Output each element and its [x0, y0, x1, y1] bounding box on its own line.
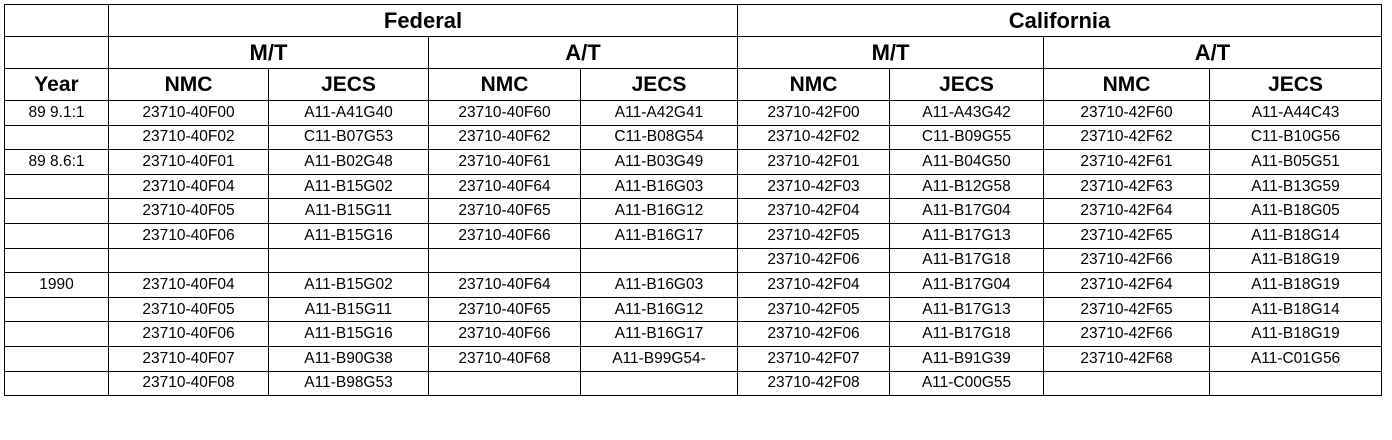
transmission-header-row: [5, 37, 1382, 69]
california-mt-jecs-cell: A11-C00G55: [890, 371, 1044, 396]
table-row: [5, 248, 1382, 273]
federal-mt-jecs-cell: A11-B15G11: [269, 199, 429, 224]
federal-at-nmc-header: NMC: [429, 69, 581, 101]
california-at-nmc-cell: 23710-42F66: [1044, 248, 1210, 273]
table-row: [5, 199, 1382, 224]
federal-at-nmc-cell: 23710-40F68: [429, 346, 581, 371]
california-at-nmc-cell: 23710-42F66: [1044, 322, 1210, 347]
federal-mt-nmc-cell: 23710-40F04: [109, 273, 269, 298]
california-at-nmc-cell: 23710-42F62: [1044, 125, 1210, 150]
corner-cell-2: [5, 37, 109, 69]
federal-mt-nmc-cell: 23710-40F02: [109, 125, 269, 150]
year-cell: [5, 322, 109, 347]
california-mt-jecs-cell: A11-A43G42: [890, 101, 1044, 126]
federal-mt-nmc-cell: 23710-40F06: [109, 223, 269, 248]
california-mt-jecs-cell: C11-B09G55: [890, 125, 1044, 150]
california-at-jecs-cell: A11-C01G56: [1210, 346, 1382, 371]
california-at-jecs-cell: A11-B18G14: [1210, 223, 1382, 248]
federal-at-nmc-cell: 23710-40F64: [429, 273, 581, 298]
california-at-nmc-cell: 23710-42F68: [1044, 346, 1210, 371]
california-mt-jecs-cell: A11-B12G58: [890, 174, 1044, 199]
california-at-jecs-cell: [1210, 371, 1382, 396]
federal-at-jecs-cell: [581, 371, 738, 396]
federal-at-jecs-cell: A11-B99G54-: [581, 346, 738, 371]
federal-mt-nmc-cell: 23710-40F06: [109, 322, 269, 347]
ecu-part-number-table: [4, 4, 1382, 396]
california-mt-jecs-cell: A11-B17G13: [890, 297, 1044, 322]
year-cell: 89 8.6:1: [5, 150, 109, 175]
california-mt-jecs-cell: A11-B91G39: [890, 346, 1044, 371]
california-mt-jecs-header: JECS: [890, 69, 1044, 101]
california-at-nmc-cell: 23710-42F63: [1044, 174, 1210, 199]
california-mt-nmc-cell: 23710-42F04: [738, 273, 890, 298]
california-mt-nmc-cell: 23710-42F05: [738, 223, 890, 248]
california-mt-jecs-cell: A11-B04G50: [890, 150, 1044, 175]
california-mt-nmc-cell: 23710-42F03: [738, 174, 890, 199]
federal-at-nmc-cell: 23710-40F66: [429, 322, 581, 347]
year-cell: [5, 346, 109, 371]
federal-mt-jecs-cell: A11-B15G16: [269, 223, 429, 248]
california-mt-jecs-cell: A11-B17G13: [890, 223, 1044, 248]
california-mt-jecs-cell: A11-B17G04: [890, 273, 1044, 298]
california-at-jecs-cell: A11-B13G59: [1210, 174, 1382, 199]
year-cell: [5, 199, 109, 224]
california-mt-jecs-cell: A11-B17G18: [890, 248, 1044, 273]
year-cell: [5, 174, 109, 199]
california-at-jecs-cell: A11-B18G05: [1210, 199, 1382, 224]
federal-at-header: A/T: [429, 37, 738, 69]
federal-mt-nmc-cell: 23710-40F04: [109, 174, 269, 199]
federal-mt-nmc-header: NMC: [109, 69, 269, 101]
california-header: California: [738, 5, 1382, 37]
table-row: [5, 273, 1382, 298]
federal-mt-jecs-cell: C11-B07G53: [269, 125, 429, 150]
federal-header: Federal: [109, 5, 738, 37]
federal-at-jecs-cell: A11-A42G41: [581, 101, 738, 126]
federal-at-jecs-cell: [581, 248, 738, 273]
california-at-jecs-cell: A11-B18G14: [1210, 297, 1382, 322]
table-row: [5, 322, 1382, 347]
table-row: [5, 346, 1382, 371]
federal-at-jecs-cell: A11-B03G49: [581, 150, 738, 175]
year-cell: [5, 125, 109, 150]
year-cell: 1990: [5, 273, 109, 298]
california-at-nmc-cell: 23710-42F64: [1044, 273, 1210, 298]
federal-at-jecs-cell: A11-B16G17: [581, 223, 738, 248]
california-mt-nmc-cell: 23710-42F08: [738, 371, 890, 396]
federal-mt-jecs-cell: A11-B02G48: [269, 150, 429, 175]
federal-at-nmc-cell: 23710-40F65: [429, 199, 581, 224]
table-row: [5, 371, 1382, 396]
federal-mt-jecs-cell: A11-B15G11: [269, 297, 429, 322]
california-at-nmc-cell: 23710-42F65: [1044, 223, 1210, 248]
california-mt-nmc-cell: 23710-42F07: [738, 346, 890, 371]
federal-mt-jecs-cell: A11-B15G02: [269, 273, 429, 298]
table-row: [5, 297, 1382, 322]
federal-at-nmc-cell: 23710-40F66: [429, 223, 581, 248]
california-mt-header: M/T: [738, 37, 1044, 69]
federal-at-nmc-cell: 23710-40F61: [429, 150, 581, 175]
california-at-jecs-cell: A11-B18G19: [1210, 273, 1382, 298]
year-cell: [5, 223, 109, 248]
california-at-nmc-cell: 23710-42F65: [1044, 297, 1210, 322]
federal-at-nmc-cell: [429, 371, 581, 396]
california-at-jecs-header: JECS: [1210, 69, 1382, 101]
california-at-jecs-cell: A11-B05G51: [1210, 150, 1382, 175]
federal-at-jecs-header: JECS: [581, 69, 738, 101]
federal-at-nmc-cell: [429, 248, 581, 273]
federal-at-nmc-cell: 23710-40F60: [429, 101, 581, 126]
california-at-nmc-cell: [1044, 371, 1210, 396]
year-cell: [5, 248, 109, 273]
federal-at-jecs-cell: A11-B16G12: [581, 297, 738, 322]
california-mt-jecs-cell: A11-B17G04: [890, 199, 1044, 224]
federal-at-jecs-cell: A11-B16G03: [581, 174, 738, 199]
california-mt-nmc-cell: 23710-42F00: [738, 101, 890, 126]
federal-mt-jecs-header: JECS: [269, 69, 429, 101]
california-at-jecs-cell: C11-B10G56: [1210, 125, 1382, 150]
federal-mt-jecs-cell: A11-B90G38: [269, 346, 429, 371]
federal-at-jecs-cell: A11-B16G03: [581, 273, 738, 298]
federal-at-nmc-cell: 23710-40F65: [429, 297, 581, 322]
region-header-row: [5, 5, 1382, 37]
federal-mt-header: M/T: [109, 37, 429, 69]
california-at-nmc-header: NMC: [1044, 69, 1210, 101]
federal-at-jecs-cell: C11-B08G54: [581, 125, 738, 150]
federal-mt-nmc-cell: 23710-40F05: [109, 199, 269, 224]
table-row: [5, 150, 1382, 175]
california-mt-nmc-cell: 23710-42F06: [738, 248, 890, 273]
federal-at-jecs-cell: A11-B16G12: [581, 199, 738, 224]
year-header: Year: [5, 69, 109, 101]
california-at-nmc-cell: 23710-42F61: [1044, 150, 1210, 175]
california-at-header: A/T: [1044, 37, 1382, 69]
california-mt-jecs-cell: A11-B17G18: [890, 322, 1044, 347]
california-at-nmc-cell: 23710-42F64: [1044, 199, 1210, 224]
federal-at-jecs-cell: A11-B16G17: [581, 322, 738, 347]
federal-mt-nmc-cell: 23710-40F08: [109, 371, 269, 396]
data-rows: [5, 101, 1382, 396]
corner-cell: [5, 5, 109, 37]
year-cell: [5, 297, 109, 322]
federal-at-nmc-cell: 23710-40F62: [429, 125, 581, 150]
federal-mt-nmc-cell: 23710-40F05: [109, 297, 269, 322]
federal-mt-nmc-cell: 23710-40F07: [109, 346, 269, 371]
year-cell: 89 9.1:1: [5, 101, 109, 126]
table-row: [5, 101, 1382, 126]
california-mt-nmc-cell: 23710-42F04: [738, 199, 890, 224]
federal-mt-jecs-cell: A11-B15G16: [269, 322, 429, 347]
column-header-row: [5, 69, 1382, 101]
federal-mt-nmc-cell: [109, 248, 269, 273]
year-cell: [5, 371, 109, 396]
federal-mt-jecs-cell: A11-A41G40: [269, 101, 429, 126]
table-row: [5, 125, 1382, 150]
california-mt-nmc-cell: 23710-42F05: [738, 297, 890, 322]
california-at-jecs-cell: A11-A44C43: [1210, 101, 1382, 126]
california-mt-nmc-header: NMC: [738, 69, 890, 101]
federal-mt-nmc-cell: 23710-40F00: [109, 101, 269, 126]
california-at-nmc-cell: 23710-42F60: [1044, 101, 1210, 126]
california-at-jecs-cell: A11-B18G19: [1210, 322, 1382, 347]
table-row: [5, 174, 1382, 199]
federal-mt-jecs-cell: A11-B15G02: [269, 174, 429, 199]
federal-mt-nmc-cell: 23710-40F01: [109, 150, 269, 175]
california-mt-nmc-cell: 23710-42F06: [738, 322, 890, 347]
table-row: [5, 223, 1382, 248]
federal-mt-jecs-cell: [269, 248, 429, 273]
federal-at-nmc-cell: 23710-40F64: [429, 174, 581, 199]
california-mt-nmc-cell: 23710-42F02: [738, 125, 890, 150]
california-at-jecs-cell: A11-B18G19: [1210, 248, 1382, 273]
california-mt-nmc-cell: 23710-42F01: [738, 150, 890, 175]
federal-mt-jecs-cell: A11-B98G53: [269, 371, 429, 396]
